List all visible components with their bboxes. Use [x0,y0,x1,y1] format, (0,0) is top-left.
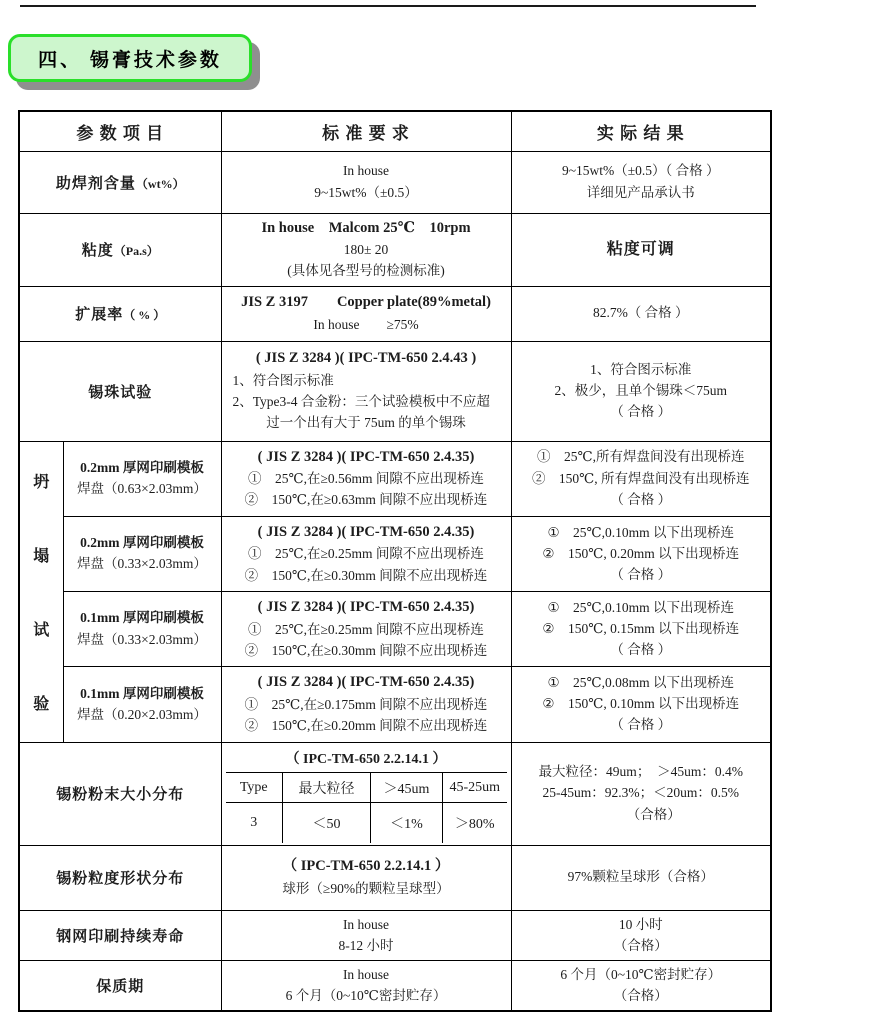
subtable-header: 45-25um [443,773,507,803]
row-stencil-life [19,910,771,960]
param-cell-stencil-life [19,910,221,960]
text-line: In house ≥75% [313,316,419,332]
text-line: 焊盘（0.33×2.03mm） [77,556,207,572]
text-line: 1、符合图示标准 [590,361,692,377]
result-cell-spread [511,286,771,341]
row-collapse-4 [19,667,771,742]
text-line: ① 25℃,0.10mm 以下出现桥连 [547,524,735,540]
result-cell-collapse-3 [511,592,771,667]
text-line: 2、Type3-4 合金粉：三个试验模板中不应超 [232,394,490,410]
subtable-header: Type [226,773,283,803]
text-line: ① 25℃,0.10mm 以下出现桥连 [547,599,735,615]
section-title [8,34,252,82]
text-line: （ IPC-TM-650 2.2.14.1 ） [282,858,450,875]
text-line: ① 25℃,0.08mm 以下出现桥连 [547,675,735,691]
text-line: 180± 20 [343,242,389,258]
subtable-value: 3 [226,803,283,843]
vertical-char: 验 [33,696,50,713]
param-unit: （wt%） [135,176,185,191]
text-line: ② 150℃, 0.10mm 以下出现桥连 [542,696,740,712]
vertical-char: 试 [33,622,50,639]
text-line: 焊盘（0.20×2.03mm） [77,706,207,722]
page-top-rule [20,5,756,7]
param-cell-shelf-life [19,960,221,1011]
text-line: 球形（≥90%的颗粒呈球型） [282,880,450,896]
text-line: 9~15wt%（±0.5） [314,184,418,200]
row-powder-size [19,742,771,845]
text-line: (具体见各型号的检测标准) [287,263,445,279]
text-line: 详细见产品承认书 [586,184,695,200]
header-standard: 标 准 要 求 [221,111,511,151]
subtable-value: ＜50 [283,803,371,843]
param-name: 保质期 [96,979,145,996]
text-line: ( JIS Z 3284 )( IPC-TM-650 2.4.35) [257,599,475,616]
text-line: ( JIS Z 3284 )( IPC-TM-650 2.4.35) [257,448,475,465]
template-cell-1 [63,441,221,516]
param-name: 钢网印刷持续寿命 [56,928,185,945]
text-line: ② 150℃,在≥0.30mm 间隙不应出现桥连 [244,642,488,658]
result-cell-stencil-life [511,910,771,960]
text-line: 过一个出有大于 75um 的单个锡珠 [266,415,466,431]
param-unit: （Pa.s） [113,244,159,258]
text-line: ① 25℃,在≥0.25mm 间隙不应出现桥连 [248,621,484,637]
param-cell-powder-size [19,742,221,845]
text-line: （ 合格 ） [610,642,672,658]
standard-cell-solder-ball [221,341,511,441]
text-line: 最大粒径：49um； ＞45um：0.4% [538,764,743,780]
result-cell-viscosity [511,213,771,286]
template-cell-4 [63,667,221,742]
subtable-header: 最大粒径 [283,773,371,803]
text-line: 0.1mm 厚网印刷模板 [80,610,204,626]
result-cell-collapse-2 [511,516,771,591]
result-cell-flux [511,151,771,213]
text-line: 10 小时 [618,916,663,932]
row-shelf-life [19,960,771,1011]
result-cell-powder-size [511,742,771,845]
row-collapse-3 [19,592,771,667]
row-spread [19,286,771,341]
param-cell-powder-shape [19,845,221,910]
text-line: In house [342,966,390,982]
result-cell-collapse-1 [511,441,771,516]
text-line: 6 个月（0~10℃密封贮存） [560,966,722,982]
result-cell-powder-shape [511,845,771,910]
standard-cell-collapse-4 [221,667,511,742]
text-line: ① 25℃,在≥0.56mm 间隙不应出现桥连 [248,471,484,487]
text-line: In house [342,163,390,179]
text-line: ② 150℃,在≥0.63mm 间隙不应出现桥连 [244,492,488,508]
text-line: 8-12 小时 [338,937,394,953]
text-line: ② 150℃, 0.20mm 以下出现桥连 [542,545,740,561]
vertical-char: 坍 [33,474,50,491]
text-line: ① 25℃,所有焊盘间没有出现桥连 [537,449,745,465]
text-line: JIS Z 3197 Copper plate(89%metal) [241,294,491,311]
text-line: 2、极少，且单个锡珠＜75um [554,382,727,398]
text-line: 6 个月（0~10℃密封贮存） [285,988,447,1004]
result-cell-solder-ball [511,341,771,441]
text-line: （ 合格 ） [610,717,672,733]
template-cell-3 [63,592,221,667]
row-powder-shape [19,845,771,910]
param-name: 助焊剂含量 [55,175,136,192]
text-line: 0.2mm 厚网印刷模板 [80,459,204,475]
text-line: （合格） [613,937,668,953]
subtable-value: ＞80% [443,803,507,843]
standard-cell-powder-shape [221,845,511,910]
template-cell-2 [63,516,221,591]
param-cell-viscosity [19,213,221,286]
standard-cell-flux [221,151,511,213]
text-line: ① 25℃,在≥0.25mm 间隙不应出现桥连 [248,546,484,562]
result-cell-shelf-life [511,960,771,1011]
param-cell-solder-ball [19,341,221,441]
row-collapse-1 [19,441,771,516]
text-line: 粘度可调 [606,240,675,258]
param-name: 锡珠试验 [88,384,153,401]
text-line: ( JIS Z 3284 )( IPC-TM-650 2.4.43 ) [255,350,477,367]
param-name: 扩展率 [75,307,124,323]
row-flux [19,151,771,213]
standard-cell-spread [221,286,511,341]
text-line: 9~15wt%（±0.5）（ 合格 ） [561,163,720,179]
param-name: 粘度 [81,243,114,259]
spec-table [18,110,772,1012]
standard-cell-stencil-life [221,910,511,960]
text-line: ( JIS Z 3284 )( IPC-TM-650 2.4.35) [257,523,475,540]
text-line: （ 合格 ） [610,566,672,582]
text-line: 焊盘（0.63×2.03mm） [77,481,207,497]
subtable-value: ＜1% [371,803,443,843]
header-result: 实 际 结 果 [511,111,771,151]
text-line: 0.1mm 厚网印刷模板 [80,685,204,701]
subtable-header: ＞45um [371,773,443,803]
section-title-text: 四、 锡膏技术参数 [38,49,222,71]
row-solder-ball [19,341,771,441]
text-line: 82.7%（ 合格 ） [592,305,689,321]
vertical-char: 塌 [33,548,50,565]
text-line: ② 150℃, 所有焊盘间没有出现桥连 [531,470,750,486]
text-line: In house Malcom 25℃ 10rpm [261,219,471,236]
text-line: ② 150℃,在≥0.20mm 间隙不应出现桥连 [244,718,488,734]
result-cell-collapse-4 [511,667,771,742]
param-name: 锡粉粉末大小分布 [56,787,185,803]
standard-cell-collapse-1 [221,441,511,516]
standard-cell-viscosity [221,213,511,286]
text-line: 97%颗粒呈球形（合格） [567,869,714,885]
param-cell-spread [19,286,221,341]
text-line: 1、符合图示标准 [232,372,334,388]
text-line: （合格） [613,988,668,1004]
powder-size-subtable [226,745,507,843]
collapse-vertical-label [19,441,63,742]
text-line: （ 合格 ） [610,404,672,420]
param-cell-flux [19,151,221,213]
text-line: ① 25℃,在≥0.175mm 间隙不应出现桥连 [244,696,488,712]
param-name: 锡粉粒度形状分布 [56,871,185,887]
standard-cell-powder-size [221,742,511,845]
header-param: 参 数 项 目 [19,111,221,151]
row-collapse-2 [19,516,771,591]
text-line: In house [342,916,390,932]
subtable-caption: （ IPC-TM-650 2.2.14.1 ） [226,745,507,773]
standard-cell-collapse-3 [221,592,511,667]
text-line: ② 150℃, 0.15mm 以下出现桥连 [542,621,740,637]
table-header-row [19,111,771,151]
text-line: 0.2mm 厚网印刷模板 [80,535,204,551]
text-line: ( JIS Z 3284 )( IPC-TM-650 2.4.35) [257,674,475,691]
standard-cell-collapse-2 [221,516,511,591]
param-unit: （ % ） [123,308,166,322]
row-viscosity [19,213,771,286]
text-line: 25-45um：92.3%；＜20um：0.5% [542,785,739,801]
text-line: （ 合格 ） [610,491,672,507]
standard-cell-shelf-life [221,960,511,1011]
text-line: 焊盘（0.33×2.03mm） [77,631,207,647]
text-line: ② 150℃,在≥0.30mm 间隙不应出现桥连 [244,567,488,583]
text-line: （合格） [626,806,681,822]
